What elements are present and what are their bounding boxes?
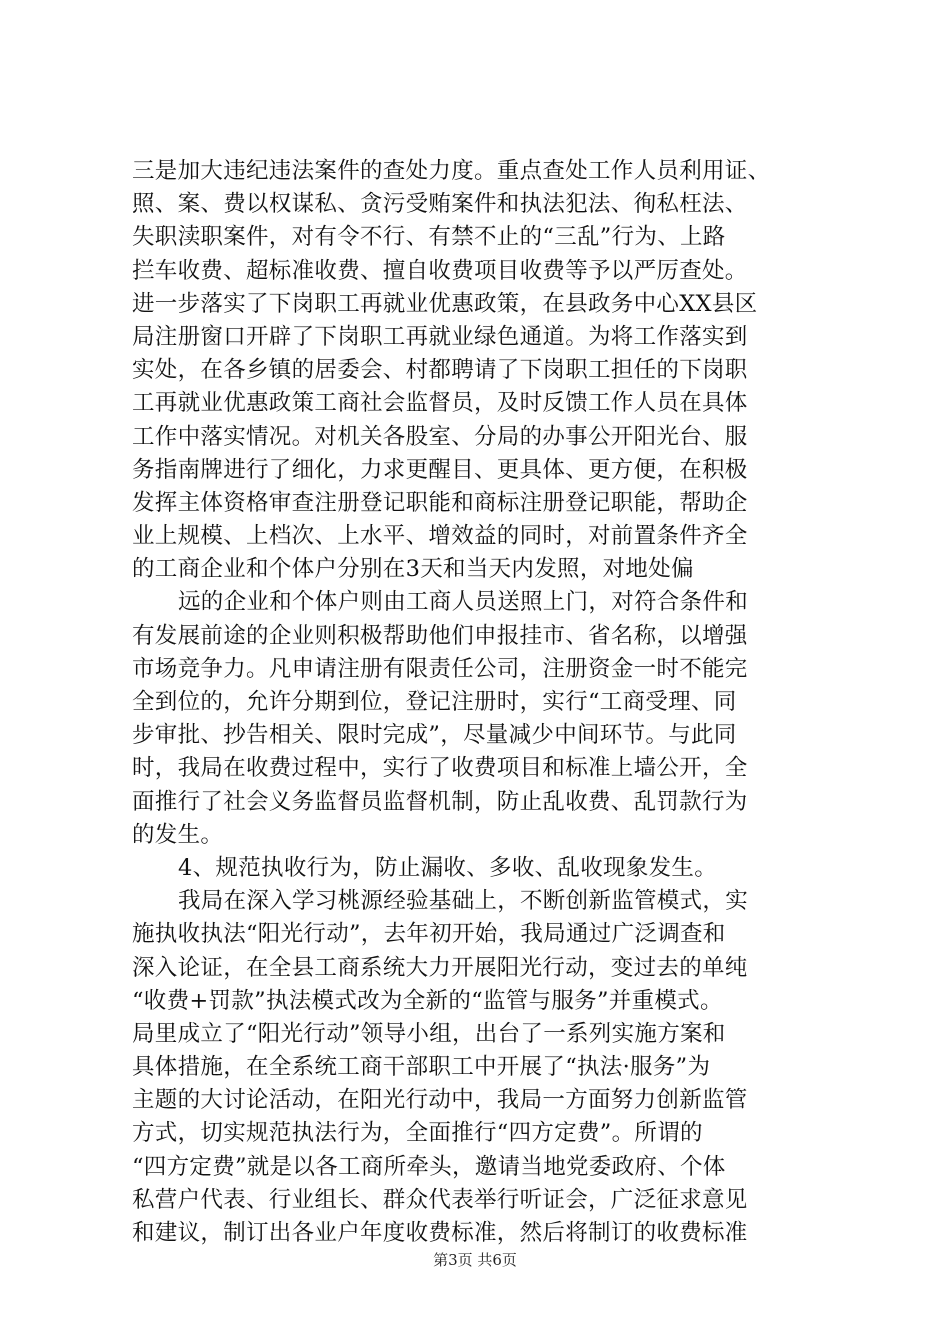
paragraph — [132, 155, 832, 288]
text-line: 进一步落实了下岗职工再就业优惠政策，在县政务中心XX县区 — [132, 290, 758, 317]
text-line: 的工商企业和个体户分别在3天和当天内发照，对地处偏 — [132, 556, 694, 583]
text-line: 局里成立了“阳光行动”领导小组，出台了一系列实施方案和 — [132, 1020, 726, 1047]
text-line: 业上规模、上档次、上水平、增效益的同时，对前置条件齐全 — [132, 523, 748, 550]
text-line: 方式，切实规范执法行为，全面推行“四方定费”。所谓的 — [132, 1120, 703, 1147]
text-line: 我局在深入学习桃源经验基础上，不断创新监管模式，实 — [178, 888, 749, 915]
text-line: 主题的大讨论活动，在阳光行动中，我局一方面努力创新监管 — [132, 1087, 748, 1114]
text-line: 面推行了社会义务监督员监督机制，防止乱收费、乱罚款行为 — [132, 788, 748, 815]
text-line: 的发生。 — [132, 821, 224, 848]
paragraph — [132, 852, 832, 885]
text-line: 拦车收费、超标准收费、擅自收费项目收费等予以严厉查处。 — [132, 257, 748, 284]
text-line: “四方定费”就是以各工商所牵头，邀请当地党委政府、个体 — [132, 1153, 726, 1180]
paragraph — [132, 885, 832, 1250]
text-line: 4、规范执收行为，防止漏收、多收、乱收现象发生。 — [178, 854, 718, 881]
text-line: 步审批、抄告相关、限时完成”，尽量减少中间环节。与此同 — [132, 722, 737, 749]
paragraph — [132, 586, 832, 852]
text-line: 工作中落实情况。对机关各股室、分局的办事公开阳光台、服 — [132, 423, 748, 450]
text-line: 实处，在各乡镇的居委会、村都聘请了下岗职工担任的下岗职 — [132, 357, 748, 384]
text-line: 和建议，制订出各业户年度收费标准，然后将制订的收费标准 — [132, 1220, 748, 1246]
text-line: 局注册窗口开辟了下岗职工再就业绿色通道。为将工作落实到 — [132, 323, 748, 350]
text-line: 失职渎职案件，对有令不行、有禁不止的“三乱”行为、上路 — [132, 224, 726, 251]
text-line: 深入论证，在全县工商系统大力开展阳光行动，变过去的单纯 — [132, 954, 748, 981]
text-line: 发挥主体资格审查注册登记职能和商标注册登记职能，帮助企 — [132, 489, 748, 516]
text-line: 施执收执法“阳光行动”，去年初开始，我局通过广泛调查和 — [132, 921, 726, 948]
text-line: 私营户代表、行业组长、群众代表举行听证会，广泛征求意见 — [132, 1186, 748, 1213]
text-line: 工再就业优惠政策工商社会监督员，及时反馈工作人员在具体 — [132, 390, 748, 417]
text-line: 务指南牌进行了细化，力求更醒目、更具体、更方便，在积极 — [132, 456, 748, 483]
text-line: 三是加大违纪违法案件的查处力度。重点查处工作人员利用证、 — [132, 158, 771, 184]
paragraph — [132, 288, 832, 587]
text-line: “收费+罚款”执法模式改为全新的“监管与服务”并重模式。 — [132, 987, 723, 1014]
text-line: 有发展前途的企业则积极帮助他们申报挂市、省名称，以增强 — [132, 622, 748, 649]
document-body — [132, 155, 832, 1250]
text-line: 全到位的，允许分期到位，登记注册时，实行“工商受理、同 — [132, 689, 737, 715]
text-line: 市场竞争力。凡申请注册有限责任公司，注册资金一时不能完 — [132, 655, 748, 682]
text-line: 时，我局在收费过程中，实行了收费项目和标准上墙公开，全 — [132, 755, 748, 782]
text-line: 具体措施，在全系统工商干部职工中开展了“执法·服务”为 — [132, 1054, 711, 1081]
page-footer: 第3页 共6页 — [433, 1251, 517, 1269]
text-line: 照、案、费以权谋私、贪污受贿案件和执法犯法、徇私枉法、 — [132, 191, 748, 218]
text-line: 远的企业和个体户则由工商人员送照上门，对符合条件和 — [178, 589, 749, 616]
